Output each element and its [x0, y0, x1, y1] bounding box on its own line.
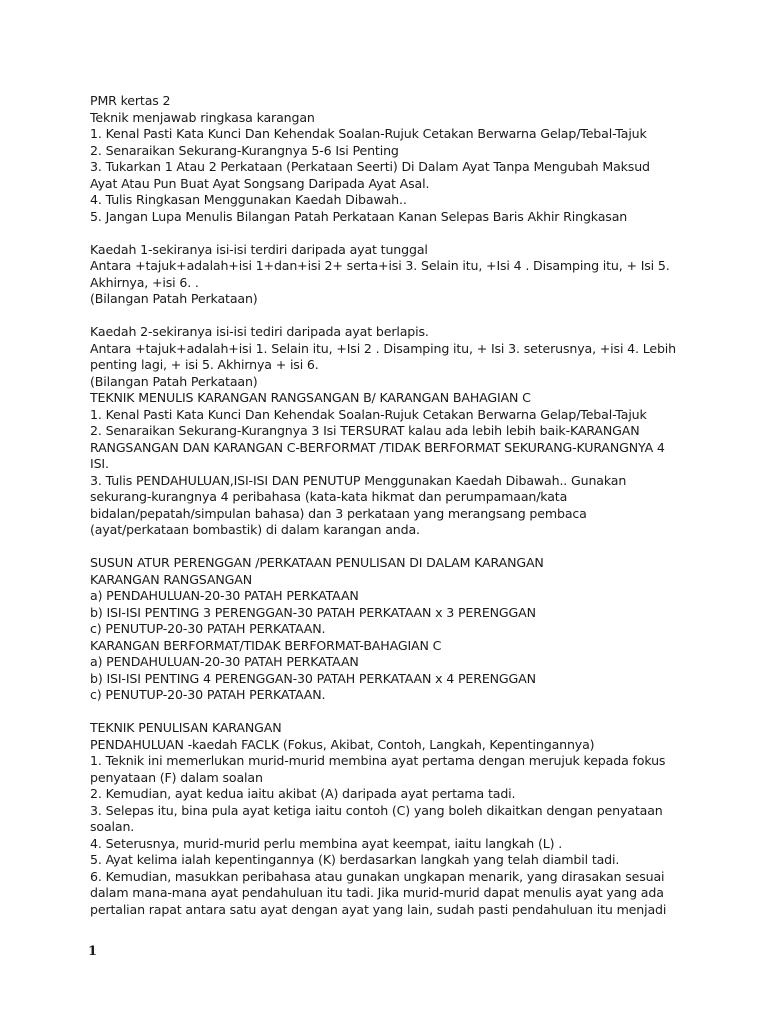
text-line: c) PENUTUP-20-30 PATAH PERKATAAN.	[90, 621, 326, 636]
text-line: PMR kertas 2	[90, 93, 171, 108]
text-line: Teknik menjawab ringkasa karangan	[90, 109, 315, 125]
text-line: (Bilangan Patah Perkataan)	[90, 373, 258, 389]
text-line: a) PENDAHULUAN-20-30 PATAH PERKATAAN	[90, 654, 359, 669]
text-line: a) PENDAHULUAN-20-30 PATAH PERKATAAN	[90, 588, 359, 603]
text-line: 5. Ayat kelima ialah kepentingannya (K) berdasarkan langkah yang telah diambil tadi.	[90, 852, 620, 867]
text-line: Akhirnya, +isi 6. .	[90, 274, 199, 290]
text-line: soalan.	[90, 819, 135, 834]
text-line: 2. Kemudian, ayat kedua iaitu akibat (A) daripada ayat pertama tadi.	[90, 786, 516, 801]
text-line: (Bilangan Patah Perkataan)	[90, 291, 258, 306]
text-line: c) PENUTUP-20-30 PATAH PERKATAAN.	[90, 687, 326, 702]
text-line: RANGSANGAN DAN KARANGAN C-BERFORMAT /TIDAK BERFORMAT SEKURANG-KURANGNYA 4	[90, 439, 665, 455]
text-line: TEKNIK PENULISAN KARANGAN	[90, 720, 282, 735]
text-line: ISI.	[90, 456, 109, 471]
text-line: 3. Selepas itu, bina pula ayat ketiga iaitu contoh (C) yang boleh dikaitkan dengan penyataan	[90, 802, 663, 818]
text-line: 3. Tukarkan 1 Atau 2 Perkataan (Perkataan Seerti) Di Dalam Ayat Tanpa Mengubah Maksud	[90, 159, 650, 174]
text-line: Ayat Atau Pun Buat Ayat Songsang Daripada Ayat Asal.	[90, 175, 430, 191]
blank-line	[90, 704, 750, 721]
text-line: 4. Tulis Ringkasan Menggunakan Kaedah Dibawah..	[90, 192, 407, 207]
text-line: KARANGAN RANGSANGAN	[90, 571, 252, 587]
text-line: b) ISI-ISI PENTING 4 PERENGGAN-30 PATAH PERKATAAN x 4 PERENGGAN	[90, 670, 536, 686]
text-line: sekurang-kurangnya 4 peribahasa (kata-kata hikmat dan perumpamaan/kata	[90, 489, 568, 504]
text-line: bidalan/pepatah/simpulan bahasa) dan 3 perkataan yang merangsang pembaca	[90, 505, 587, 521]
text-line: SUSUN ATUR PERENGGAN /PERKATAAN PENULISAN DI DALAM KARANGAN	[90, 555, 544, 570]
text-line: Antara +tajuk+adalah+isi 1+dan+isi 2+ serta+isi 3. Selain itu, +Isi 4 . Disamping itu, + Isi 5.	[90, 258, 670, 273]
blank-line	[90, 308, 750, 325]
blank-line	[90, 539, 750, 556]
text-line: Kaedah 1-sekiranya isi-isi terdiri daripada ayat tunggal	[90, 241, 428, 257]
page-number: 1	[88, 944, 98, 959]
text-line: penting lagi, + isi 5. Akhirnya + isi 6.	[90, 357, 319, 372]
text-line: Kaedah 2-sekiranya isi-isi tediri daripada ayat berlapis.	[90, 324, 429, 339]
text-line: 2. Senaraikan Sekurang-Kurangnya 5-6 Isi Penting	[90, 142, 399, 158]
text-line: 1. Teknik ini memerlukan murid-murid membina ayat pertama dengan merujuk kepada fokus	[90, 753, 666, 768]
text-line: pertalian rapat antara satu ayat dengan ayat yang lain, sudah pasti pendahuluan itu menjadi	[90, 901, 667, 917]
text-line: PENDAHULUAN -kaedah FACLK (Fokus, Akibat, Contoh, Langkah, Kepentingannya)	[90, 736, 595, 752]
document-body	[90, 93, 750, 918]
text-line: b) ISI-ISI PENTING 3 PERENGGAN-30 PATAH PERKATAAN x 3 PERENGGAN	[90, 604, 536, 620]
text-line: Antara +tajuk+adalah+isi 1. Selain itu, +Isi 2 . Disamping itu, + Isi 3. seterusnya, +isi 4. Lebih	[90, 340, 676, 356]
text-line: penyataan (F) dalam soalan	[90, 769, 263, 785]
text-line: 1. Kenal Pasti Kata Kunci Dan Kehendak Soalan-Rujuk Cetakan Berwarna Gelap/Tebal-Tajuk	[90, 406, 647, 422]
text-line: 2. Senaraikan Sekurang-Kurangnya 3 Isi TERSURAT kalau ada lebih lebih baik-KARANGAN	[90, 423, 640, 438]
text-line: (ayat/perkataan bombastik) di dalam karangan anda.	[90, 522, 420, 537]
text-line: 3. Tulis PENDAHULUAN,ISI-ISI DAN PENUTUP Menggunakan Kaedah Dibawah.. Gunakan	[90, 472, 627, 488]
text-line: 1. Kenal Pasti Kata Kunci Dan Kehendak Soalan-Rujuk Cetakan Berwarna Gelap/Tebal-Tajuk	[90, 126, 647, 141]
text-line: dalam mana-mana ayat pendahuluan itu tadi. Jika murid-murid dapat menulis ayat yang ada	[90, 885, 664, 900]
text-line: 5. Jangan Lupa Menulis Bilangan Patah Perkataan Kanan Selepas Baris Akhir Ringkasan	[90, 208, 628, 224]
text-line: 4. Seterusnya, murid-murid perlu membina ayat keempat, iaitu langkah (L) .	[90, 835, 563, 851]
blank-line	[90, 225, 750, 242]
text-line: TEKNIK MENULIS KARANGAN RANGSANGAN B/ KARANGAN BAHAGIAN C	[90, 390, 531, 405]
text-line: 6. Kemudian, masukkan peribahasa atau gunakan ungkapan menarik, yang dirasakan sesuai	[90, 868, 665, 884]
text-line: KARANGAN BERFORMAT/TIDAK BERFORMAT-BAHAGIAN C	[90, 637, 442, 653]
